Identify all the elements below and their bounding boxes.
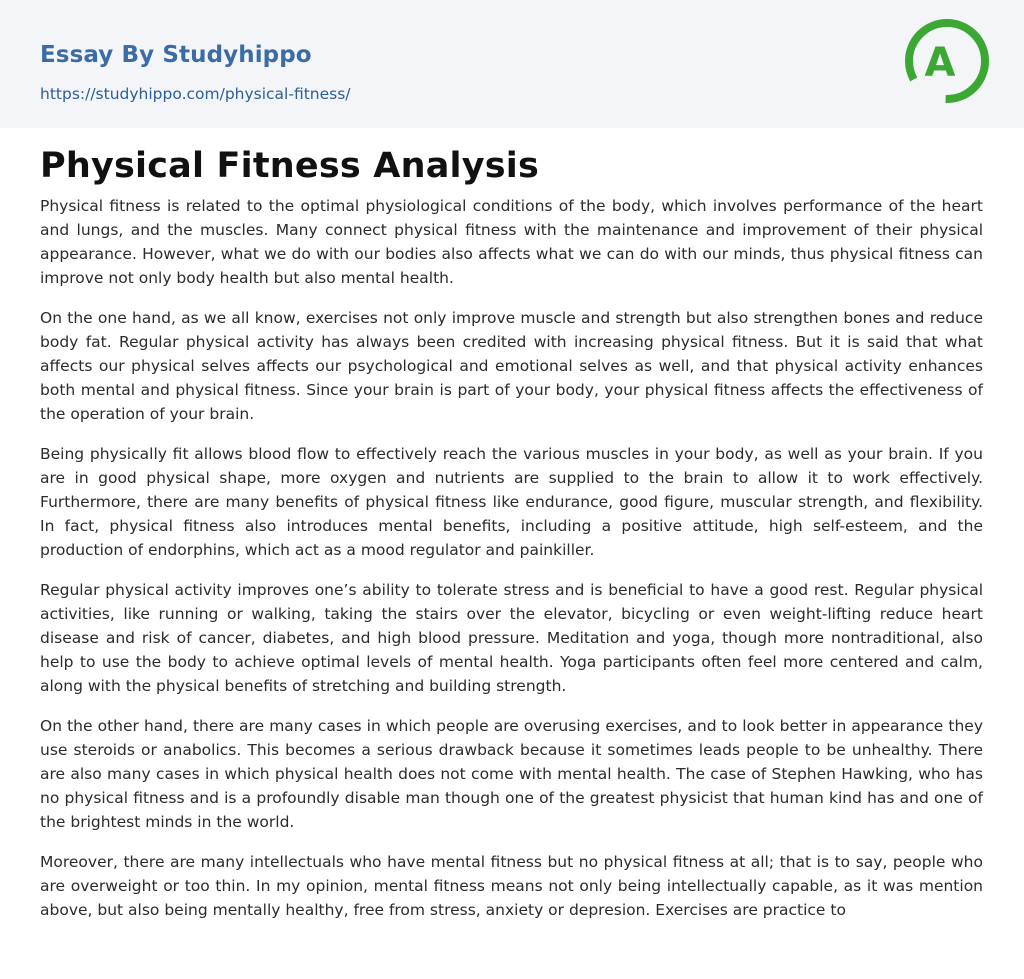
brand-title: Essay By Studyhippo	[40, 42, 312, 68]
essay-paragraph: Regular physical activity improves one’s ability to tolerate stress and is beneficial to have a good rest. Regular physical activities, like running or walking, taking the stairs over the elevator, bicycling or even weight-lifting reduce heart disease and risk of cancer, diabetes, and high blood pressure. Meditation and yoga, though more nontraditional, also help to use the body to achieve optimal levels of mental health. Yoga participants often feel more centered and calm, along with the physical benefits of stretching and building strength.	[40, 581, 983, 695]
studyhippo-logo-icon[interactable]	[904, 18, 990, 104]
site-header	[0, 0, 1024, 128]
essay-paragraph: Moreover, there are many intellectuals who have mental fitness but no physical fitness at all; that is to say, people who are overweight or too thin. In my opinion, mental fitness means not only being intellectually capable, as it was mention above, but also being mentally healthy, free from stress, anxiety or depresion. Exercises are practice to	[40, 853, 983, 919]
page-title: Physical Fitness Analysis	[40, 146, 539, 186]
essay-paragraph: On the other hand, there are many cases in which people are overusing exercises, and to look better in appearance they use steroids or anabolics. This becomes a serious drawback because it sometimes leads people to be unhealthy. There are also many cases in which physical health does not come with mental health. The case of Stephen Hawking, who has no physical fitness and is a profoundly disable man though one of the greatest physicist that human kind has and one of the brightest minds in the world.	[40, 717, 983, 831]
essay-paragraph: Physical fitness is related to the optimal physiological conditions of the body, which involves performance of the heart and lungs, and the muscles. Many connect physical fitness with the maintenance and improvement of their physical appearance. However, what we do with our bodies also affects what we can do with our minds, thus physical fitness can improve not only body health but also mental health.	[40, 197, 983, 287]
essay-url-link[interactable]: https://studyhippo.com/physical-fitness/	[40, 85, 351, 103]
essay-paragraph: Being physically fit allows blood flow to effectively reach the various muscles in your body, as well as your brain. If you are in good physical shape, more oxygen and nutrients are supplied to the brain to allow it to work effectively. Furthermore, there are many benefits of physical fitness like endurance, good figure, muscular strength, and flexibility. In fact, physical fitness also introduces mental benefits, including a positive attitude, high self-esteem, and the production of endorphins, which act as a mood regulator and painkiller.	[40, 445, 983, 559]
logo-letter: A	[924, 40, 956, 86]
essay-body	[40, 194, 983, 938]
essay-paragraph: On the one hand, as we all know, exercises not only improve muscle and strength but also strengthen bones and reduce body fat. Regular physical activity has always been credited with increasing physical fitness. But it is said that what affects our physical selves affects our psychological and emotional selves as well, and that physical activity enhances both mental and physical fitness. Since your brain is part of your body, your physical fitness affects the effectiveness of the operation of your brain.	[40, 309, 983, 423]
